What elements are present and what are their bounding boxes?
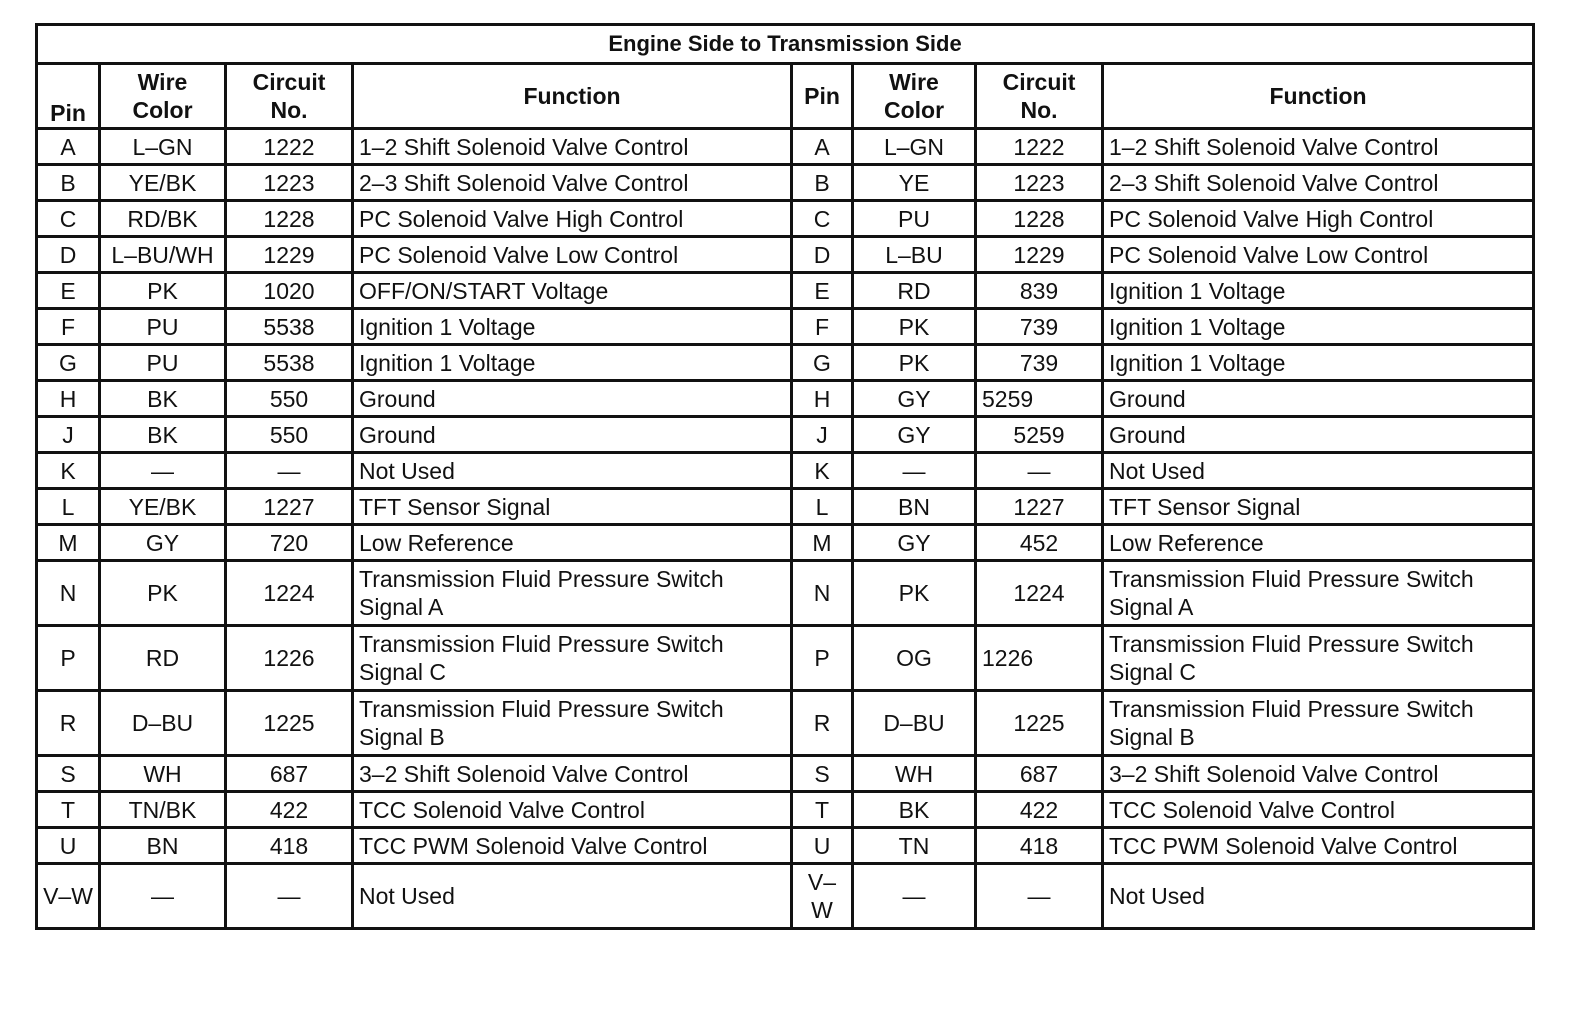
engine-pin-cell: E <box>37 273 100 309</box>
engine-pin-cell: M <box>37 525 100 561</box>
trans-wire-color-cell: GY <box>853 417 976 453</box>
engine-pin-cell: B <box>37 165 100 201</box>
table-row <box>37 309 1534 345</box>
table-body <box>37 129 1534 929</box>
table-row <box>37 756 1534 792</box>
engine-pin-cell: L <box>37 489 100 525</box>
table-row <box>37 165 1534 201</box>
engine-function-cell: Ignition 1 Voltage <box>353 309 792 345</box>
trans-wire-color-cell: L–GN <box>853 129 976 165</box>
engine-wire-color-cell: PU <box>100 309 226 345</box>
trans-function-cell: Ground <box>1103 381 1534 417</box>
engine-function-cell: Not Used <box>353 453 792 489</box>
trans-circuit-cell: — <box>976 864 1103 929</box>
engine-pin-cell: D <box>37 237 100 273</box>
trans-pin-cell: U <box>792 828 853 864</box>
engine-pin-cell: G <box>37 345 100 381</box>
engine-function-cell: TCC PWM Solenoid Valve Control <box>353 828 792 864</box>
engine-wire-color-cell: BK <box>100 417 226 453</box>
trans-function-cell: TFT Sensor Signal <box>1103 489 1534 525</box>
trans-function-cell: PC Solenoid Valve High Control <box>1103 201 1534 237</box>
trans-circuit-cell: 1222 <box>976 129 1103 165</box>
engine-pin-cell: R <box>37 691 100 756</box>
trans-pin-cell: S <box>792 756 853 792</box>
trans-circuit-cell: 839 <box>976 273 1103 309</box>
engine-pin-cell: V–W <box>37 864 100 929</box>
engine-circuit-cell: 1222 <box>226 129 353 165</box>
pinout-table <box>35 23 1535 930</box>
engine-circuit-cell: 550 <box>226 417 353 453</box>
engine-function-cell: Ground <box>353 417 792 453</box>
engine-function-cell: Not Used <box>353 864 792 929</box>
trans-circuit-cell: 1227 <box>976 489 1103 525</box>
engine-circuit-cell: 1226 <box>226 626 353 691</box>
engine-function-cell: Transmission Fluid Pressure Switch Signal C <box>353 626 792 691</box>
engine-function-cell: Ground <box>353 381 792 417</box>
trans-pin-cell: M <box>792 525 853 561</box>
engine-circuit-cell: 1020 <box>226 273 353 309</box>
trans-function-cell: Ground <box>1103 417 1534 453</box>
trans-circuit-cell: 422 <box>976 792 1103 828</box>
trans-wire-color-cell: BK <box>853 792 976 828</box>
engine-wire-color-cell: GY <box>100 525 226 561</box>
table-row <box>37 489 1534 525</box>
engine-function-header: Function <box>353 64 792 129</box>
trans-circuit-cell: 1229 <box>976 237 1103 273</box>
trans-wire-color-cell: GY <box>853 381 976 417</box>
engine-wire-color-cell: L–GN <box>100 129 226 165</box>
trans-function-cell: Ignition 1 Voltage <box>1103 345 1534 381</box>
trans-wire-color-header: Wire Color <box>853 64 976 129</box>
engine-function-cell: TCC Solenoid Valve Control <box>353 792 792 828</box>
engine-pin-cell: H <box>37 381 100 417</box>
trans-pin-cell: C <box>792 201 853 237</box>
trans-circuit-cell: 1225 <box>976 691 1103 756</box>
engine-pin-cell: P <box>37 626 100 691</box>
engine-circuit-cell: 1223 <box>226 165 353 201</box>
trans-function-cell: Transmission Fluid Pressure Switch Signal B <box>1103 691 1534 756</box>
trans-pin-cell: A <box>792 129 853 165</box>
trans-wire-color-cell: OG <box>853 626 976 691</box>
engine-circuit-cell: 1229 <box>226 237 353 273</box>
trans-circuit-cell: 5259 <box>976 417 1103 453</box>
trans-circuit-cell: 687 <box>976 756 1103 792</box>
engine-circuit-cell: — <box>226 453 353 489</box>
table-row <box>37 381 1534 417</box>
trans-pin-cell: L <box>792 489 853 525</box>
engine-function-cell: 1–2 Shift Solenoid Valve Control <box>353 129 792 165</box>
trans-circuit-cell: 418 <box>976 828 1103 864</box>
trans-pin-cell: K <box>792 453 853 489</box>
engine-wire-color-cell: WH <box>100 756 226 792</box>
trans-wire-color-cell: PK <box>853 561 976 626</box>
engine-wire-color-cell: TN/BK <box>100 792 226 828</box>
trans-pin-cell: B <box>792 165 853 201</box>
engine-function-cell: OFF/ON/START Voltage <box>353 273 792 309</box>
trans-circuit-cell: — <box>976 453 1103 489</box>
engine-circuit-header: Circuit No. <box>226 64 353 129</box>
trans-circuit-header: Circuit No. <box>976 64 1103 129</box>
trans-pin-cell: T <box>792 792 853 828</box>
table-title: Engine Side to Transmission Side <box>37 25 1534 64</box>
trans-circuit-cell: 5259 <box>976 381 1103 417</box>
trans-function-cell: Not Used <box>1103 453 1534 489</box>
engine-wire-color-cell: BK <box>100 381 226 417</box>
engine-pin-cell: A <box>37 129 100 165</box>
engine-wire-color-cell: PK <box>100 273 226 309</box>
trans-wire-color-cell: YE <box>853 165 976 201</box>
engine-wire-color-cell: PK <box>100 561 226 626</box>
engine-circuit-cell: 720 <box>226 525 353 561</box>
engine-function-cell: Low Reference <box>353 525 792 561</box>
engine-circuit-cell: 5538 <box>226 309 353 345</box>
table-row <box>37 864 1534 929</box>
trans-function-cell: Ignition 1 Voltage <box>1103 273 1534 309</box>
engine-wire-color-cell: — <box>100 864 226 929</box>
trans-function-cell: 2–3 Shift Solenoid Valve Control <box>1103 165 1534 201</box>
trans-pin-cell: R <box>792 691 853 756</box>
engine-function-cell: Transmission Fluid Pressure Switch Signal B <box>353 691 792 756</box>
table-row <box>37 201 1534 237</box>
trans-function-header: Function <box>1103 64 1534 129</box>
trans-function-cell: 1–2 Shift Solenoid Valve Control <box>1103 129 1534 165</box>
table-row <box>37 561 1534 626</box>
trans-wire-color-cell: PU <box>853 201 976 237</box>
engine-function-cell: 3–2 Shift Solenoid Valve Control <box>353 756 792 792</box>
engine-circuit-cell: 1224 <box>226 561 353 626</box>
trans-pin-cell: P <box>792 626 853 691</box>
trans-circuit-cell: 1228 <box>976 201 1103 237</box>
trans-wire-color-cell: — <box>853 453 976 489</box>
engine-circuit-cell: 418 <box>226 828 353 864</box>
trans-function-cell: TCC PWM Solenoid Valve Control <box>1103 828 1534 864</box>
trans-pin-cell: N <box>792 561 853 626</box>
trans-function-cell: Low Reference <box>1103 525 1534 561</box>
table-row <box>37 417 1534 453</box>
trans-pin-cell: J <box>792 417 853 453</box>
engine-pin-cell: N <box>37 561 100 626</box>
trans-function-cell: PC Solenoid Valve Low Control <box>1103 237 1534 273</box>
trans-wire-color-cell: L–BU <box>853 237 976 273</box>
trans-function-cell: 3–2 Shift Solenoid Valve Control <box>1103 756 1534 792</box>
trans-circuit-cell: 1226 <box>976 626 1103 691</box>
engine-pin-cell: S <box>37 756 100 792</box>
table-row <box>37 345 1534 381</box>
trans-wire-color-cell: PK <box>853 309 976 345</box>
engine-wire-color-cell: BN <box>100 828 226 864</box>
engine-circuit-cell: 687 <box>226 756 353 792</box>
engine-function-cell: 2–3 Shift Solenoid Valve Control <box>353 165 792 201</box>
engine-function-cell: TFT Sensor Signal <box>353 489 792 525</box>
trans-wire-color-cell: TN <box>853 828 976 864</box>
engine-function-cell: PC Solenoid Valve High Control <box>353 201 792 237</box>
trans-function-cell: Transmission Fluid Pressure Switch Signal C <box>1103 626 1534 691</box>
engine-function-cell: PC Solenoid Valve Low Control <box>353 237 792 273</box>
trans-wire-color-cell: WH <box>853 756 976 792</box>
trans-circuit-cell: 1223 <box>976 165 1103 201</box>
engine-function-cell: Ignition 1 Voltage <box>353 345 792 381</box>
table-row <box>37 453 1534 489</box>
trans-function-cell: TCC Solenoid Valve Control <box>1103 792 1534 828</box>
engine-wire-color-cell: D–BU <box>100 691 226 756</box>
table-row <box>37 792 1534 828</box>
trans-pin-cell: H <box>792 381 853 417</box>
engine-wire-color-header: Wire Color <box>100 64 226 129</box>
engine-wire-color-cell: RD <box>100 626 226 691</box>
engine-circuit-cell: 1225 <box>226 691 353 756</box>
table-row <box>37 828 1534 864</box>
engine-wire-color-cell: RD/BK <box>100 201 226 237</box>
table-row <box>37 237 1534 273</box>
engine-pin-cell: J <box>37 417 100 453</box>
table-row <box>37 273 1534 309</box>
engine-wire-color-cell: — <box>100 453 226 489</box>
engine-wire-color-cell: PU <box>100 345 226 381</box>
trans-wire-color-cell: — <box>853 864 976 929</box>
table-row <box>37 626 1534 691</box>
trans-pin-header: Pin <box>792 64 853 129</box>
engine-wire-color-cell: YE/BK <box>100 489 226 525</box>
trans-circuit-cell: 739 <box>976 345 1103 381</box>
trans-pin-cell: V–W <box>792 864 853 929</box>
engine-circuit-cell: 422 <box>226 792 353 828</box>
engine-function-cell: Transmission Fluid Pressure Switch Signal A <box>353 561 792 626</box>
engine-pin-cell: K <box>37 453 100 489</box>
trans-wire-color-cell: BN <box>853 489 976 525</box>
trans-pin-cell: E <box>792 273 853 309</box>
trans-circuit-cell: 452 <box>976 525 1103 561</box>
trans-function-cell: Transmission Fluid Pressure Switch Signal A <box>1103 561 1534 626</box>
engine-pin-cell: C <box>37 201 100 237</box>
trans-wire-color-cell: GY <box>853 525 976 561</box>
engine-wire-color-cell: YE/BK <box>100 165 226 201</box>
trans-circuit-cell: 739 <box>976 309 1103 345</box>
trans-wire-color-cell: PK <box>853 345 976 381</box>
engine-pin-cell: U <box>37 828 100 864</box>
trans-function-cell: Ignition 1 Voltage <box>1103 309 1534 345</box>
trans-pin-cell: D <box>792 237 853 273</box>
engine-circuit-cell: — <box>226 864 353 929</box>
table-row <box>37 525 1534 561</box>
trans-pin-cell: G <box>792 345 853 381</box>
engine-pin-header: Pin <box>37 64 100 129</box>
table-row <box>37 129 1534 165</box>
trans-wire-color-cell: D–BU <box>853 691 976 756</box>
engine-pin-cell: F <box>37 309 100 345</box>
trans-pin-cell: F <box>792 309 853 345</box>
engine-circuit-cell: 1227 <box>226 489 353 525</box>
engine-circuit-cell: 550 <box>226 381 353 417</box>
engine-wire-color-cell: L–BU/WH <box>100 237 226 273</box>
engine-pin-cell: T <box>37 792 100 828</box>
trans-circuit-cell: 1224 <box>976 561 1103 626</box>
table-row <box>37 691 1534 756</box>
engine-circuit-cell: 5538 <box>226 345 353 381</box>
trans-function-cell: Not Used <box>1103 864 1534 929</box>
trans-wire-color-cell: RD <box>853 273 976 309</box>
engine-circuit-cell: 1228 <box>226 201 353 237</box>
